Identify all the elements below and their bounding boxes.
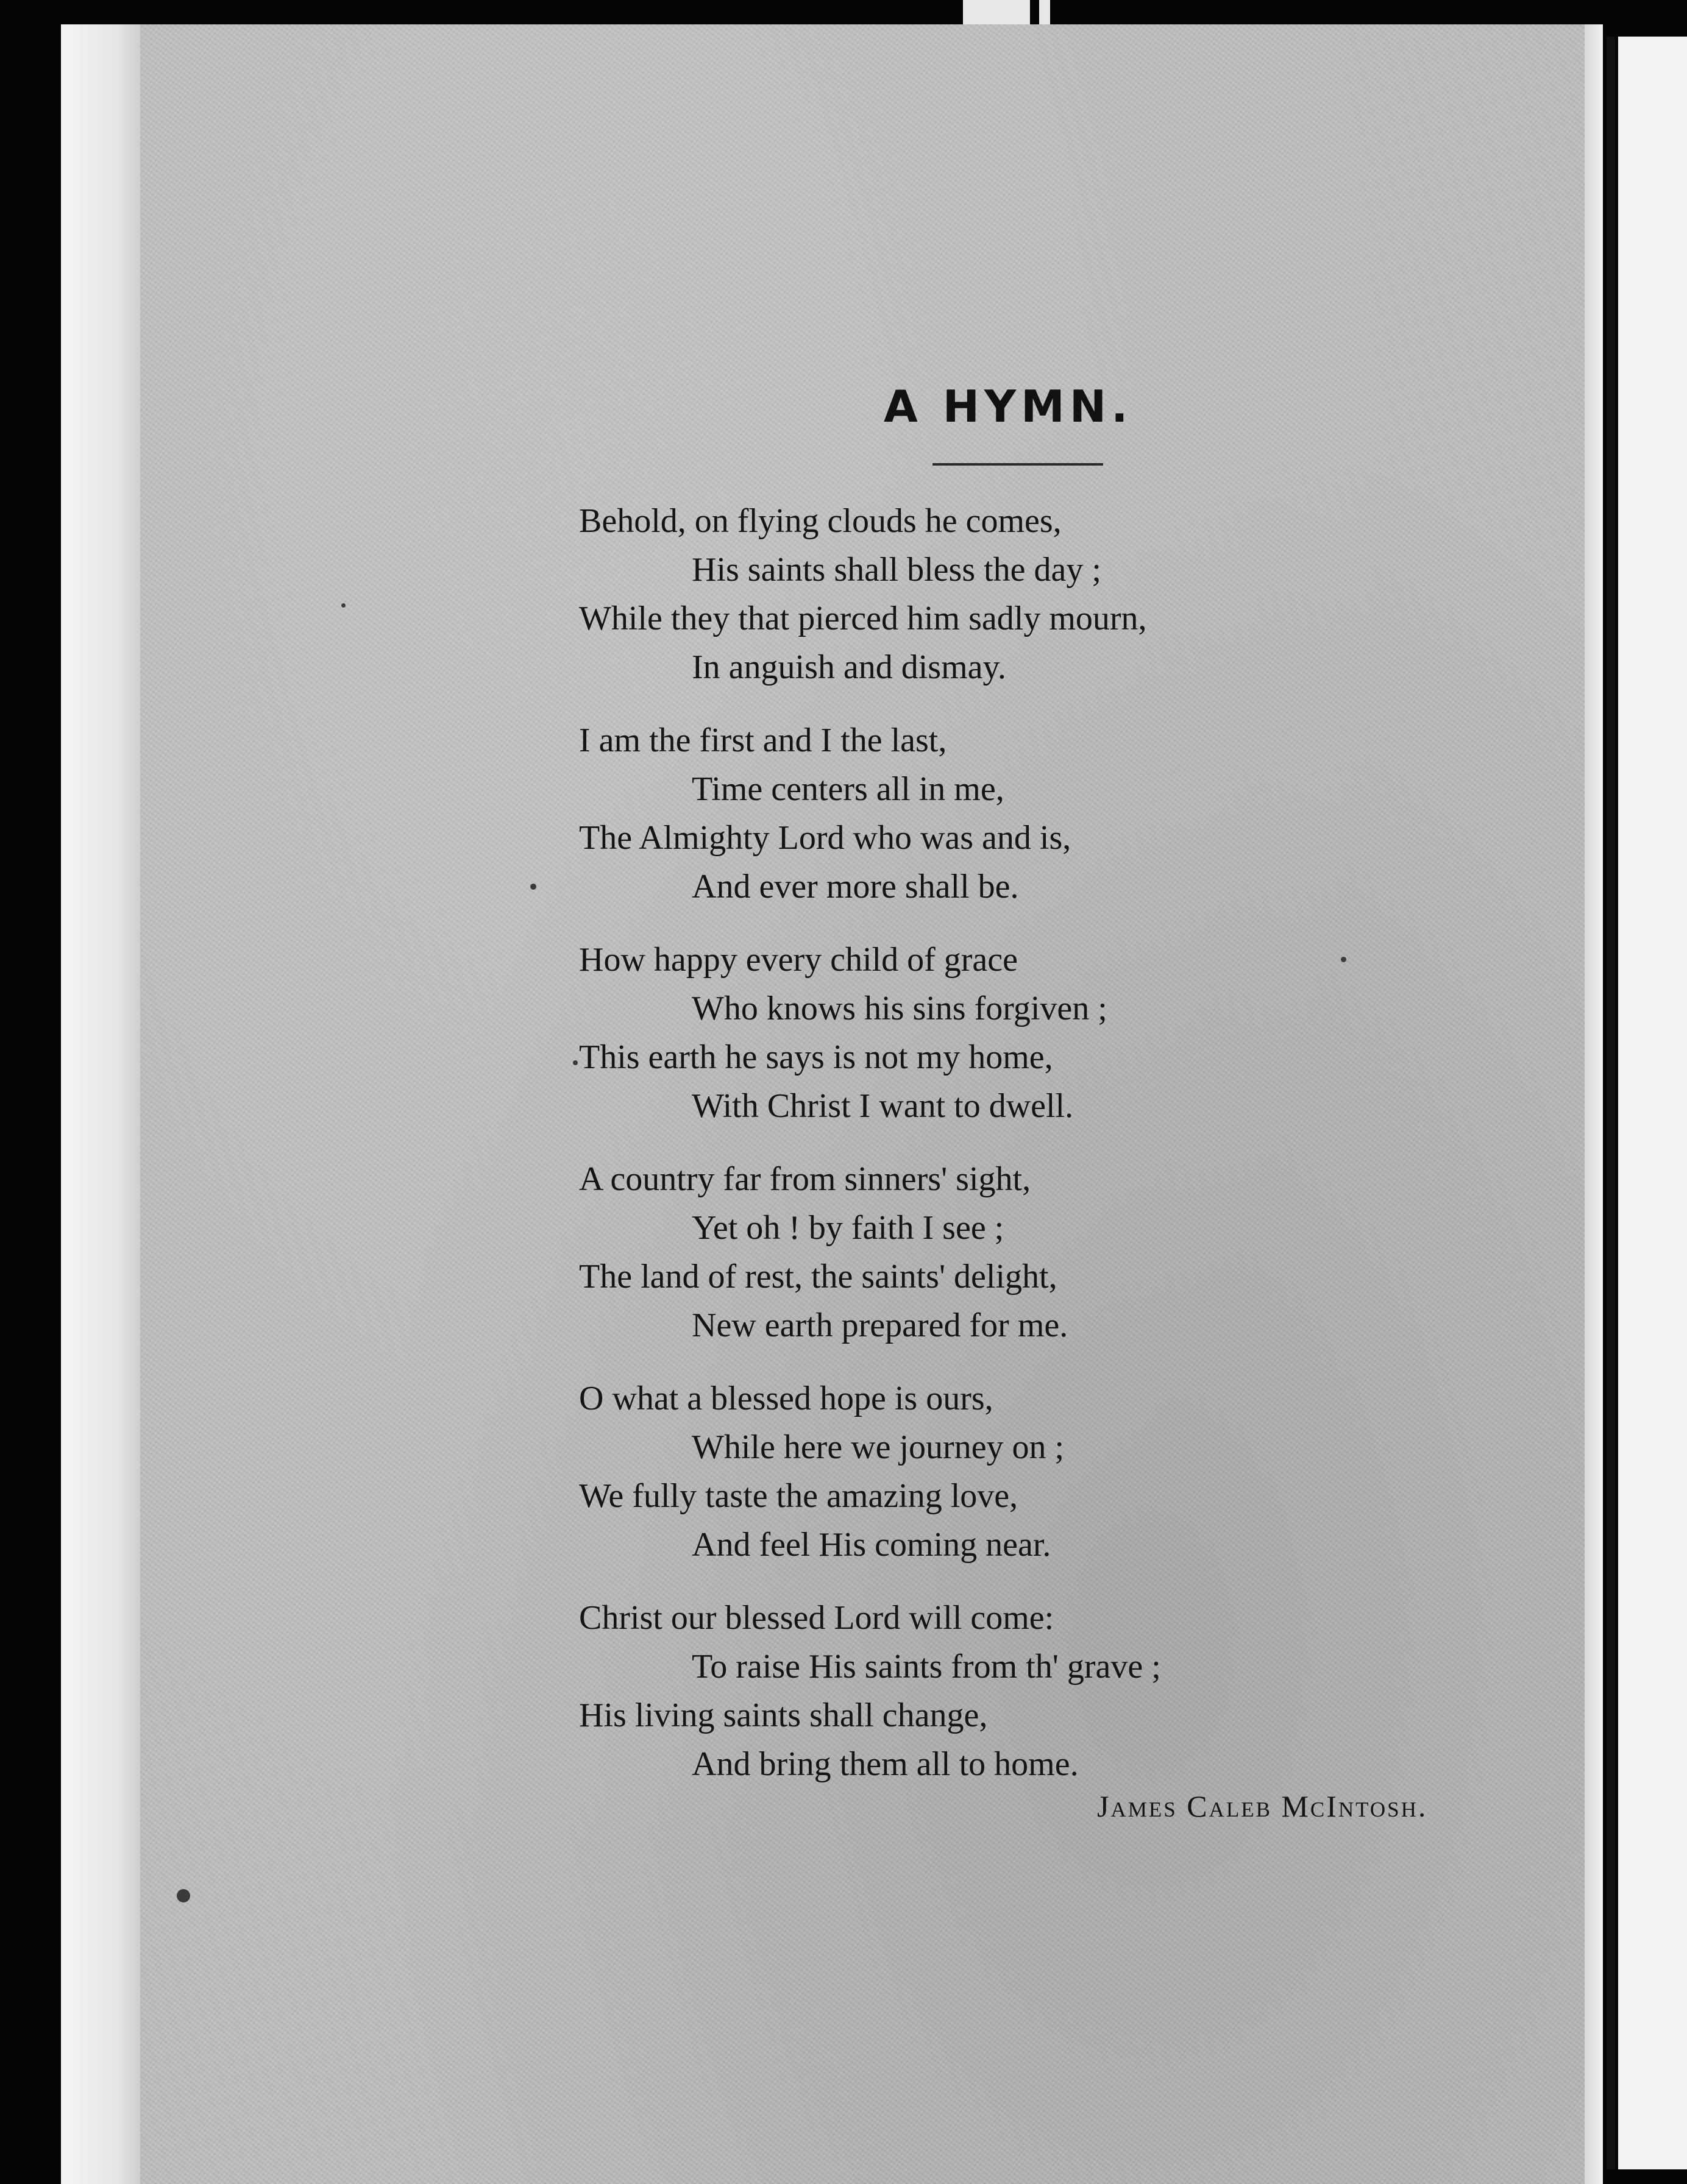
verse-line: Christ our blessed Lord will come:: [579, 1599, 1054, 1637]
verse-line: Yet oh ! by faith I see ;: [692, 1209, 1004, 1247]
poem-body: [579, 497, 1371, 1813]
verse-line: We fully taste the amazing love,: [579, 1477, 1018, 1515]
verse-line: And feel His coming near.: [692, 1526, 1051, 1564]
stanza: [579, 935, 1371, 1130]
verse-line: The Almighty Lord who was and is,: [579, 819, 1071, 857]
ink-speck: [573, 1060, 578, 1065]
verse-line: To raise His saints from th' grave ;: [692, 1648, 1161, 1686]
verse-line: In anguish and dismay.: [692, 648, 1006, 686]
binding-shadow: [1607, 37, 1615, 2169]
verse-line: Who knows his sins forgiven ;: [692, 990, 1107, 1027]
stanza: [579, 497, 1371, 692]
stanza: [579, 1155, 1371, 1350]
verse-line: His living saints shall change,: [579, 1696, 988, 1734]
ink-speck: [341, 603, 346, 608]
verse-line: Behold, on flying clouds he comes,: [579, 502, 1062, 540]
verse-line: I am the first and I the last,: [579, 722, 947, 759]
stanza: [579, 1594, 1371, 1789]
verse-line: New earth prepared for me.: [692, 1306, 1068, 1344]
verse-line: And ever more shall be.: [692, 868, 1019, 906]
adjacent-page-strip: [1618, 37, 1687, 2169]
title-divider: [932, 463, 1103, 466]
author-signature: James Caleb McIntosh.: [1097, 1789, 1428, 1823]
verse-line: With Christ I want to dwell.: [692, 1087, 1074, 1125]
stanza: [579, 716, 1371, 911]
verse-line: The land of rest, the saints' delight,: [579, 1258, 1057, 1296]
right-page-edge: [1585, 24, 1603, 2184]
verse-line: A country far from sinners' sight,: [579, 1160, 1031, 1198]
verse-line: While they that pierced him sadly mourn,: [579, 600, 1147, 637]
left-page-edge: [61, 24, 140, 2184]
verse-line: His saints shall bless the day ;: [692, 551, 1101, 589]
verse-line: While here we journey on ;: [692, 1428, 1065, 1466]
verse-line: Time centers all in me,: [692, 770, 1004, 808]
ink-speck: [177, 1889, 190, 1902]
page-tab-marker: [1039, 0, 1050, 24]
verse-line: And bring them all to home.: [692, 1745, 1079, 1783]
verse-line: How happy every child of grace: [579, 941, 1018, 979]
verse-line: O what a blessed hope is ours,: [579, 1380, 993, 1417]
ink-speck: [530, 884, 536, 890]
poem-title: A HYMN.: [884, 381, 1133, 432]
stanza: [579, 1374, 1371, 1569]
verse-line: This earth he says is not my home,: [579, 1038, 1053, 1076]
page-tab: [963, 0, 1030, 24]
